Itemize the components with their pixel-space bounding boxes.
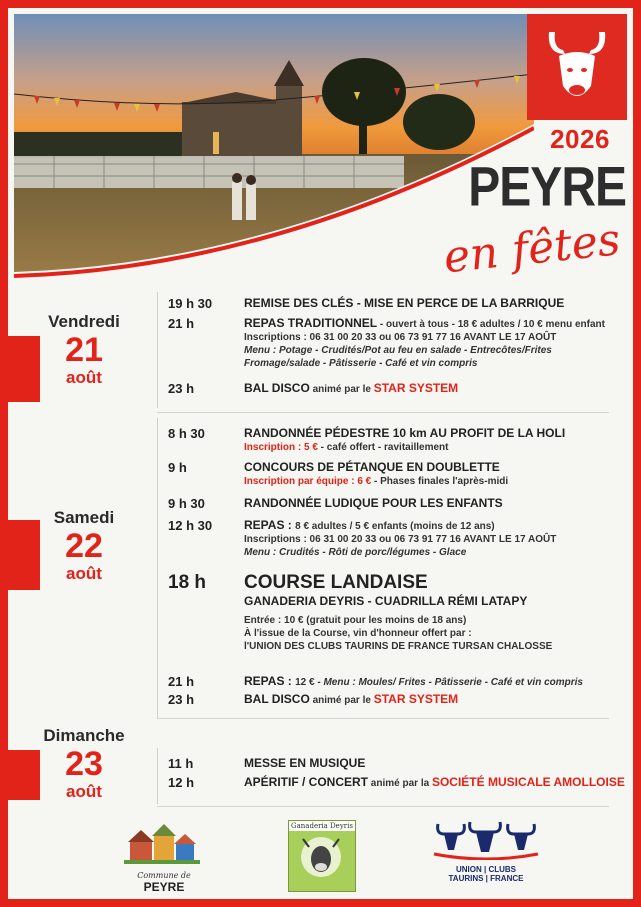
day-number: 23 <box>65 745 103 783</box>
event-time: 23 h <box>168 692 195 707</box>
event-time: 8 h 30 <box>168 426 205 441</box>
event-time: 9 h 30 <box>168 496 205 511</box>
day-friday <box>14 312 154 388</box>
bull-logo-box <box>527 14 627 120</box>
event-title: APÉRITIF / CONCERT <box>244 775 369 789</box>
event-title: REPAS : <box>244 674 296 688</box>
logo-text: UNION | CLUBS <box>455 865 516 874</box>
village-icon <box>124 820 200 866</box>
logo-text: Ganaderia Deyris <box>289 821 355 831</box>
event-title: RANDONNÉE PÉDESTRE 10 km AU PROFIT DE LA HOLI <box>244 426 566 440</box>
divider <box>157 748 158 804</box>
event-time: 11 h <box>168 756 194 771</box>
divider <box>157 412 609 413</box>
bull-head-icon <box>545 28 609 108</box>
event-time: 12 h 30 <box>168 518 213 533</box>
event-time: 18 h <box>168 572 207 593</box>
event-note: À l'issue de la Course, vin d'honneur offert par : <box>244 628 472 639</box>
logo-text: TAURINS | FRANCE <box>448 874 524 883</box>
logo-union-clubs-taurins <box>430 820 542 895</box>
event-band: STAR SYSTEM <box>373 381 459 395</box>
divider <box>157 292 158 408</box>
event-time: 12 h <box>168 775 195 790</box>
logo-commune-peyre <box>124 820 204 895</box>
day-month: août <box>66 564 102 583</box>
event-menu: Fromage/salade - Pâtisserie - Café et vin compris <box>244 358 478 369</box>
event-inscription: Inscription par équipe : 6 € <box>244 476 372 487</box>
event-inscription: Inscription : 5 € <box>244 442 318 453</box>
day-number: 21 <box>65 331 103 369</box>
event-year: 2026 <box>550 124 610 154</box>
event-note: l'UNION DES CLUBS TAURINS DE FRANCE TURSAN CHALOSSE <box>244 641 553 652</box>
event-note: animé par le <box>309 384 374 395</box>
event-title: COURSE LANDAISE <box>244 572 428 593</box>
event-price: 18 € adultes / 10 € menu enfant <box>457 319 605 330</box>
logo-ganaderia-deyris <box>288 820 356 892</box>
event-time: 21 h <box>168 316 195 331</box>
event-title: CONCOURS DE PÉTANQUE EN DOUBLETTE <box>244 460 500 474</box>
event-title: RANDONNÉE LUDIQUE POUR LES ENFANTS <box>244 496 503 510</box>
event-inscriptions: Inscriptions : 06 31 00 20 33 ou 06 73 91 77 16 AVANT LE 17 AOÛT <box>244 534 557 545</box>
day-month: août <box>66 368 102 387</box>
event-band: SOCIÉTÉ MUSICALE AMOLLOISE <box>431 775 625 789</box>
day-name: Dimanche <box>43 726 125 745</box>
event-note: animé par la <box>368 778 432 789</box>
divider <box>157 418 158 718</box>
divider <box>157 718 609 719</box>
event-band: STAR SYSTEM <box>373 692 459 706</box>
logo-text: Commune de <box>137 871 191 880</box>
event-time: 21 h <box>168 674 195 689</box>
logo-name: PEYRE <box>143 880 185 894</box>
event-menu: - Menu : Moules/ Frites - Pâtisserie - Café et vin compris <box>314 677 583 688</box>
event-title: BAL DISCO <box>244 692 310 706</box>
event-title: MESSE EN MUSIQUE <box>244 756 366 770</box>
event-entry: Entrée : 10 € (gratuit pour les moins de 18 ans) <box>244 615 467 626</box>
event-subtitle: GANADERIA DEYRIS - CUADRILLA RÉMI LATAPY <box>244 594 528 608</box>
event-time: 23 h <box>168 381 195 396</box>
event-note: - Phases finales l'après-midi <box>371 476 509 487</box>
poster-title: PEYRE <box>468 157 626 219</box>
cow-head-icon <box>289 831 353 885</box>
divider <box>157 806 609 807</box>
event-inscriptions: Inscriptions : 06 31 00 20 33 ou 06 73 91 77 16 AVANT LE 17 AOÛT <box>244 332 557 343</box>
poster-subtitle: en fêtes <box>441 214 623 284</box>
event-price: 12 € <box>295 677 315 688</box>
day-name: Samedi <box>53 508 115 527</box>
event-time: 9 h <box>168 460 187 475</box>
event-note: - café offert - ravitaillement <box>317 442 449 453</box>
event-note: - ouvert à tous - <box>377 319 458 330</box>
event-menu: Menu : Crudités - Rôti de porc/légumes - Glace <box>244 547 467 558</box>
day-sunday <box>14 726 154 802</box>
event-title: REMISE DES CLÉS - MISE EN PERCE DE LA BARRIQUE <box>244 296 565 310</box>
event-title: REPAS : <box>244 518 296 532</box>
day-month: août <box>66 782 102 801</box>
event-note: animé par le <box>309 695 374 706</box>
three-bulls-icon <box>430 820 542 860</box>
event-title: BAL DISCO <box>244 381 310 395</box>
event-menu: Menu : Potage - Crudités/Pot au feu en salade - Entrecôtes/Frites <box>244 345 552 356</box>
event-price: 8 € adultes / 5 € enfants (moins de 12 ans) <box>295 521 495 532</box>
day-number: 22 <box>65 527 103 565</box>
event-time: 19 h 30 <box>168 296 213 311</box>
day-saturday <box>14 508 154 584</box>
event-title: REPAS TRADITIONNEL <box>244 316 378 330</box>
day-name: Vendredi <box>48 312 120 331</box>
